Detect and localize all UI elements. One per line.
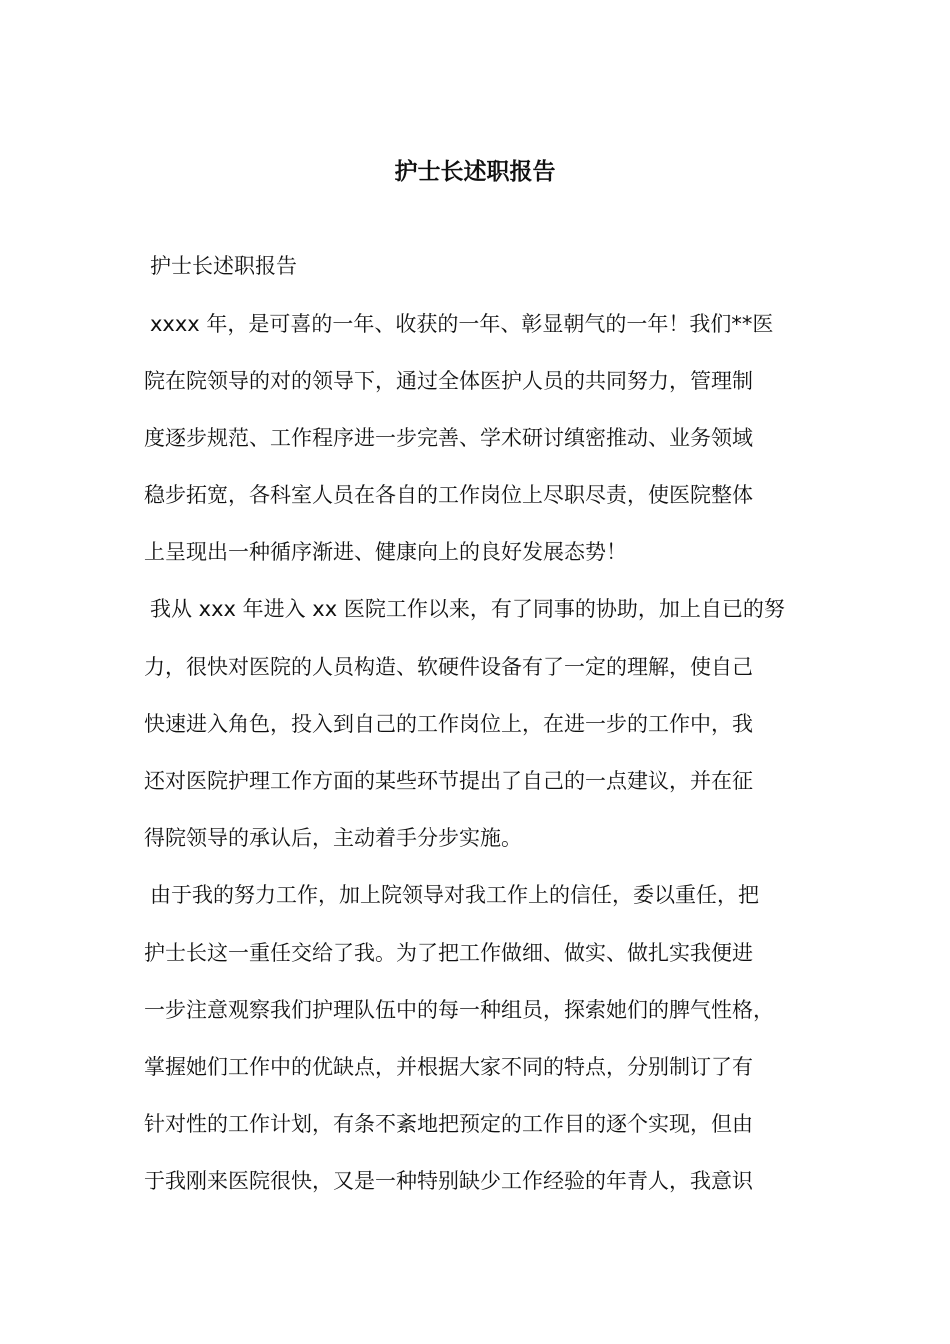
paragraph-line: 力，很快对医院的人员构造、软硬件设备有了一定的理解，使自己 [144, 655, 753, 679]
paragraph-line: 度逐步规范、工作程序进一步完善、学术研讨缜密推动、业务领域 [144, 426, 753, 450]
paragraph-line: 掌握她们工作中的优缺点，并根据大家不同的特点，分别制订了有 [144, 1055, 753, 1079]
paragraph-line: 得院领导的承认后，主动着手分步实施。 [144, 826, 522, 850]
paragraph-line: 护士长述职报告 [150, 254, 297, 278]
paragraph-line: 稳步拓宽，各科室人员在各自的工作岗位上尽职尽责，使医院整体 [144, 483, 753, 507]
paragraph-line: 针对性的工作计划，有条不紊地把预定的工作目的逐个实现，但由 [144, 1112, 753, 1136]
paragraph-line: 快速进入角色，投入到自己的工作岗位上，在进一步的工作中，我 [144, 712, 753, 736]
paragraph-line: 还对医院护理工作方面的某些环节提出了自己的一点建议，并在征 [144, 769, 753, 793]
paragraph-line: 一步注意观察我们护理队伍中的每一种组员，探索她们的脾气性格， [144, 998, 774, 1022]
paragraph-line: xxxx 年，是可喜的一年、收获的一年、彰显朝气的一年！我们**医 [150, 312, 774, 336]
document-title: 护士长述职报告 [394, 159, 556, 185]
paragraph-line: 上呈现出一种循序渐进、健康向上的良好发展态势！ [144, 540, 627, 564]
paragraph-line: 于我刚来医院很快，又是一种特别缺少工作经验的年青人，我意识 [144, 1169, 753, 1193]
paragraph-line: 院在院领导的对的领导下，通过全体医护人员的共同努力，管理制 [144, 369, 753, 393]
paragraph-line: 由于我的努力工作，加上院领导对我工作上的信任，委以重任，把 [150, 883, 759, 907]
paragraph-line: 护士长这一重任交给了我。为了把工作做细、做实、做扎实我便进 [144, 941, 753, 965]
paragraph-line: 我从 xxx 年进入 xx 医院工作以来，有了同事的协助，加上自已的努 [150, 597, 785, 621]
